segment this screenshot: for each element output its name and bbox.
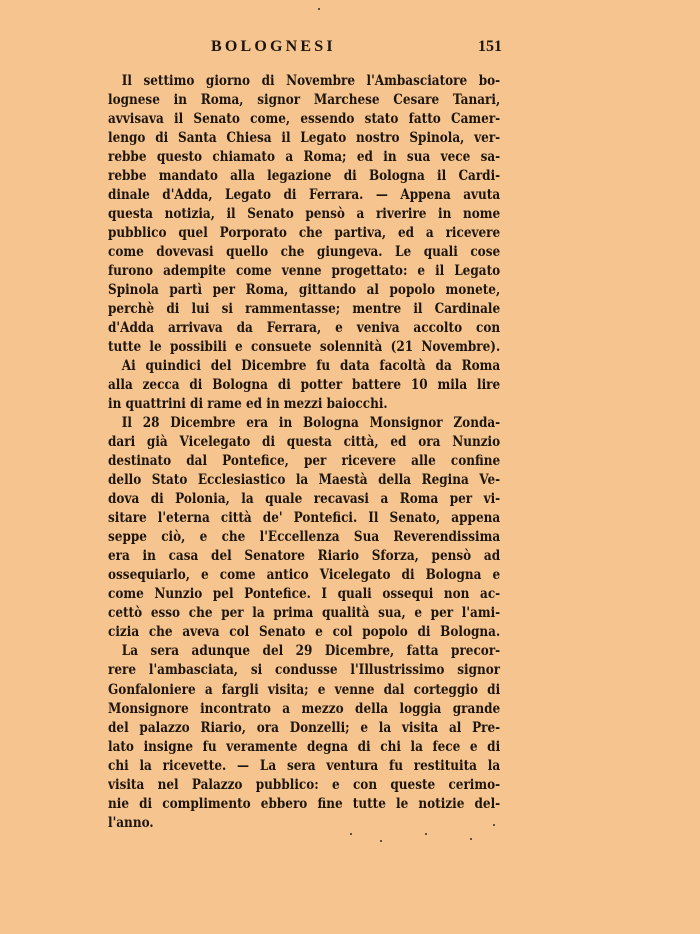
text-line: l'anno. [108, 814, 154, 831]
text-line: rebbe mandato alla legazione di Bologna il Cardi- [108, 168, 501, 185]
scan-speck [470, 838, 472, 840]
text-line: dova di Polonia, la quale recavasi a Roma per vi- [108, 491, 501, 508]
text-line: era in casa del Senatore Riario Sforza, pensò ad [108, 548, 501, 565]
text-line: dinale d'Adda, Legato di Ferrara. — Appena avuta [108, 187, 501, 204]
text-line: nie di complimento ebbero fine tutte le notizie del- [108, 795, 501, 812]
text-line: come Nunzio pel Pontefice. I quali ossequi non ac- [108, 586, 501, 603]
text-line: rere l'ambasciata, si condusse l'Illustrissimo signor [108, 662, 501, 679]
text-line: tutte le possibili e consuete solennità (21 Novembre). [108, 339, 501, 356]
text-line: Gonfaloniere a fargli visita; e venne dal corteggio di [108, 681, 501, 698]
text-line: avvisava il Senato come, essendo stato fatto Camer- [108, 111, 501, 128]
text-line: visita nel Palazzo pubblico: e con queste cerimo- [108, 776, 501, 793]
text-line: seppe ciò, e che l'Eccellenza Sua Reverendissima [108, 529, 501, 546]
running-head [108, 38, 502, 60]
text-line: del palazzo Riario, ora Donzelli; e la visita al Pre- [108, 719, 501, 736]
text-line: furono adempite come venne progettato: e il Legato [108, 263, 501, 280]
scan-speck [493, 824, 495, 826]
text-line: d'Adda arrivava da Ferrara, e veniva accolto con [108, 320, 501, 337]
text-line: questa notizia, il Senato pensò a riverire in nome [108, 206, 501, 223]
text-line: lato insigne fu veramente degna di chi la fece e di [108, 738, 501, 755]
text-line: ossequiarlo, e come antico Vicelegato di Bologna e [108, 567, 501, 584]
body-text [108, 72, 500, 833]
page-number: 151 [478, 38, 502, 55]
text-line: chi la ricevette. — La sera ventura fu restituita la [108, 757, 501, 774]
text-line: lognese in Roma, signor Marchese Cesare Tanari, [108, 92, 501, 109]
text-line: destinato dal Pontefice, per ricevere alle confine [108, 453, 501, 470]
text-line: Monsignore incontrato a mezzo della loggia grande [108, 700, 501, 717]
scan-speck [425, 833, 427, 835]
text-line: in quattrini di rame ed in mezzi baiocchi. [108, 396, 388, 413]
text-line: sitare l'eterna città de' Pontefici. Il Senato, appena [108, 510, 501, 527]
text-line: dari già Vicelegato di questa città, ed ora Nunzio [108, 434, 501, 451]
text-line: rebbe questo chiamato a Roma; ed in sua vece sa- [108, 149, 501, 166]
scan-speck [380, 840, 382, 842]
text-line: cizia che aveva col Senato e col popolo di Bologna. [108, 624, 501, 641]
text-line: perchè di lui si rammentasse; mentre il Cardinale [108, 301, 501, 318]
text-line: Ai quindici del Dicembre fu data facoltà da Roma [121, 358, 501, 375]
text-line: lengo di Santa Chiesa il Legato nostro Spinola, ver- [108, 130, 501, 147]
text-line: Spinola partì per Roma, gittando al popolo monete, [108, 282, 501, 299]
running-title: BOLOGNESI [211, 38, 336, 55]
scan-speck [318, 8, 320, 10]
text-line: pubblico quel Porporato che partiva, ed a ricevere [108, 225, 501, 242]
text-line: La sera adunque del 29 Dicembre, fatta precor- [121, 643, 501, 660]
text-line: alla zecca di Bologna di potter battere 10 mila lire [108, 377, 501, 394]
scan-speck [350, 833, 352, 835]
text-line: Il settimo giorno di Novembre l'Ambasciatore bo- [121, 73, 501, 89]
text-line: come dovevasi quello che giungeva. Le quali cose [108, 244, 501, 261]
text-line: Il 28 Dicembre era in Bologna Monsignor Zonda- [121, 415, 501, 432]
text-line: dello Stato Ecclesiastico la Maestà della Regina Ve- [108, 472, 501, 489]
text-line: cettò esso che per la prima qualità sua, e per l'ami- [108, 605, 501, 622]
